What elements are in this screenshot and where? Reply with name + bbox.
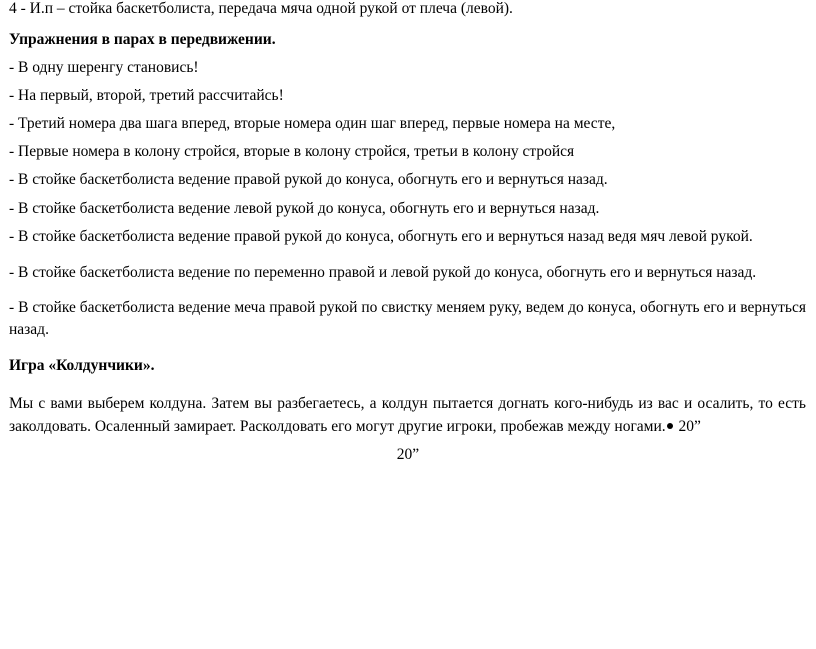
exercise-line-4: 4 - И.п – стойка баскетболиста, передача мяча одной рукой от плеча (левой).: [9, 0, 513, 17]
exercise-line: - В стойке баскетболиста ведение правой рукой до конуса, обогнуть его и вернуться назад ведя мяч левой рукой.: [9, 228, 753, 245]
command-line: - Первые номера в колону стройся, вторые в колону стройся, третьи в колону стройся: [9, 143, 575, 160]
command-line: - Третий номера два шага вперед, вторые номера один шаг вперед, первые номера на месте,: [9, 115, 616, 132]
time-label: 20”: [396, 446, 420, 463]
exercise-line: - В стойке баскетболиста ведение по переменно правой и левой рукой до конуса, обогнуть его и вернуться назад.: [9, 264, 757, 281]
exercise-paragraph: - В стойке баскетболиста ведение меча правой рукой по свистку меняем руку, ведем до конуса, обогнуть его и вернуться назад.: [9, 299, 806, 338]
command-line: - В одну шеренгу становись!: [9, 59, 199, 76]
bullet-icon: [667, 423, 673, 429]
exercise-line: - В стойке баскетболиста ведение правой рукой до конуса, обогнуть его и вернуться назад.: [9, 171, 608, 188]
game-time: 20”: [674, 418, 701, 435]
command-line: - На первый, второй, третий рассчитайсь!: [9, 87, 284, 104]
game-text: Мы с вами выберем колдуна. Затем вы разбегаетесь, а колдун пытается догнать кого-нибудь из вас и осалить, то есть заколдовать. Осаленный замирает. Расколдовать его могут другие игроки, пробежав между ногами.: [9, 395, 806, 435]
section-heading-pairs: Упражнения в парах в передвижении.: [9, 31, 276, 48]
exercise-line: - В стойке баскетболиста ведение левой рукой до конуса, обогнуть его и вернуться назад.: [9, 200, 600, 217]
game-description: [9, 392, 806, 438]
section-heading-game: Игра «Колдунчики».: [9, 357, 155, 374]
